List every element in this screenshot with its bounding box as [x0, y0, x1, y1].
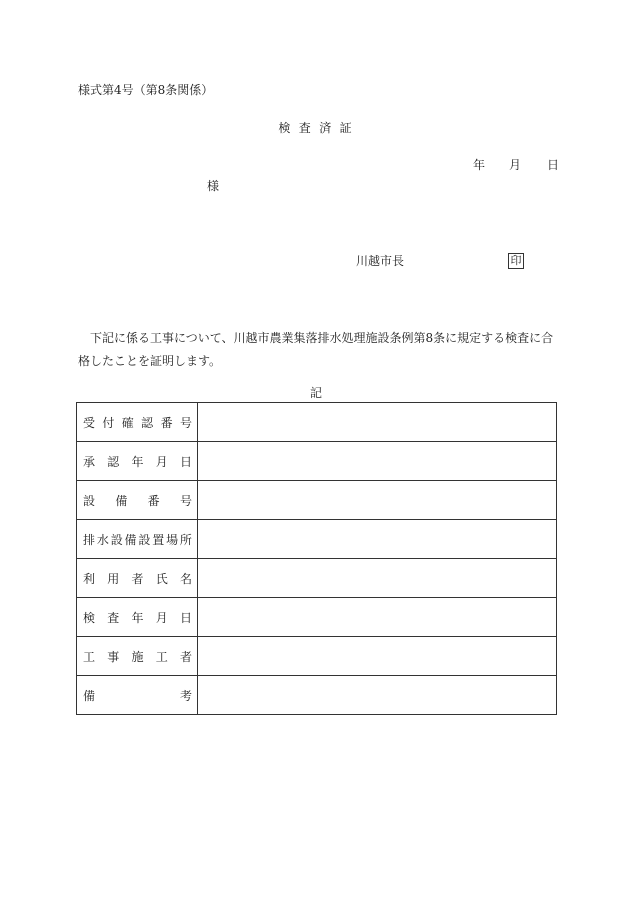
table-row — [77, 637, 557, 676]
row-value-cell[interactable] — [198, 598, 557, 637]
table-row — [77, 403, 557, 442]
row-value-cell[interactable] — [198, 676, 557, 715]
row-value-cell[interactable] — [198, 559, 557, 598]
row-label: 工 事 施 工 者 — [83, 649, 192, 664]
row-label-cell — [77, 676, 198, 715]
row-value-cell[interactable] — [198, 637, 557, 676]
table-row — [77, 481, 557, 520]
row-label: 利 用 者 氏 名 — [83, 571, 192, 586]
row-label-cell — [77, 520, 198, 559]
row-label-cell — [77, 559, 198, 598]
record-heading: 記 — [310, 386, 323, 400]
row-label: 承 認 年 月 日 — [83, 454, 192, 469]
row-label: 検 査 年 月 日 — [83, 610, 192, 625]
row-value-cell[interactable] — [198, 520, 557, 559]
certification-text: 下記に係る工事について、川越市農業集落排水処理施設条例第8条に規定する検査に合格したことを証明します。 — [78, 331, 554, 368]
row-label: 排 水 設 備 設 置 場 所 — [83, 532, 192, 547]
row-label-cell — [77, 637, 198, 676]
row-value-cell[interactable] — [198, 481, 557, 520]
table-row — [77, 520, 557, 559]
row-label: 受 付 確 認 番 号 — [83, 415, 192, 430]
row-label-cell — [77, 442, 198, 481]
issuer-title: 川越市長 — [356, 254, 405, 268]
form-number: 様式第4号（第8条関係） — [78, 83, 214, 97]
row-label-cell — [77, 598, 198, 637]
date-year-label: 年 — [473, 158, 486, 172]
table-row — [77, 676, 557, 715]
seal-mark: 印 — [508, 253, 524, 269]
addressee-suffix: 様 — [207, 179, 220, 193]
table-row — [77, 598, 557, 637]
row-label-cell — [77, 403, 198, 442]
document-title: 検査済証 — [278, 121, 360, 135]
record-table — [76, 402, 557, 715]
table-row — [77, 559, 557, 598]
table-row — [77, 442, 557, 481]
row-label-cell — [77, 481, 198, 520]
row-label: 設 備 番 号 — [83, 493, 192, 508]
row-value-cell[interactable] — [198, 442, 557, 481]
certification-paragraph — [78, 327, 560, 373]
issue-date — [473, 158, 559, 172]
date-month-label: 月 — [509, 158, 522, 172]
row-label: 備 考 — [83, 688, 192, 703]
row-value-cell[interactable] — [198, 403, 557, 442]
date-day-label: 日 — [547, 158, 560, 172]
